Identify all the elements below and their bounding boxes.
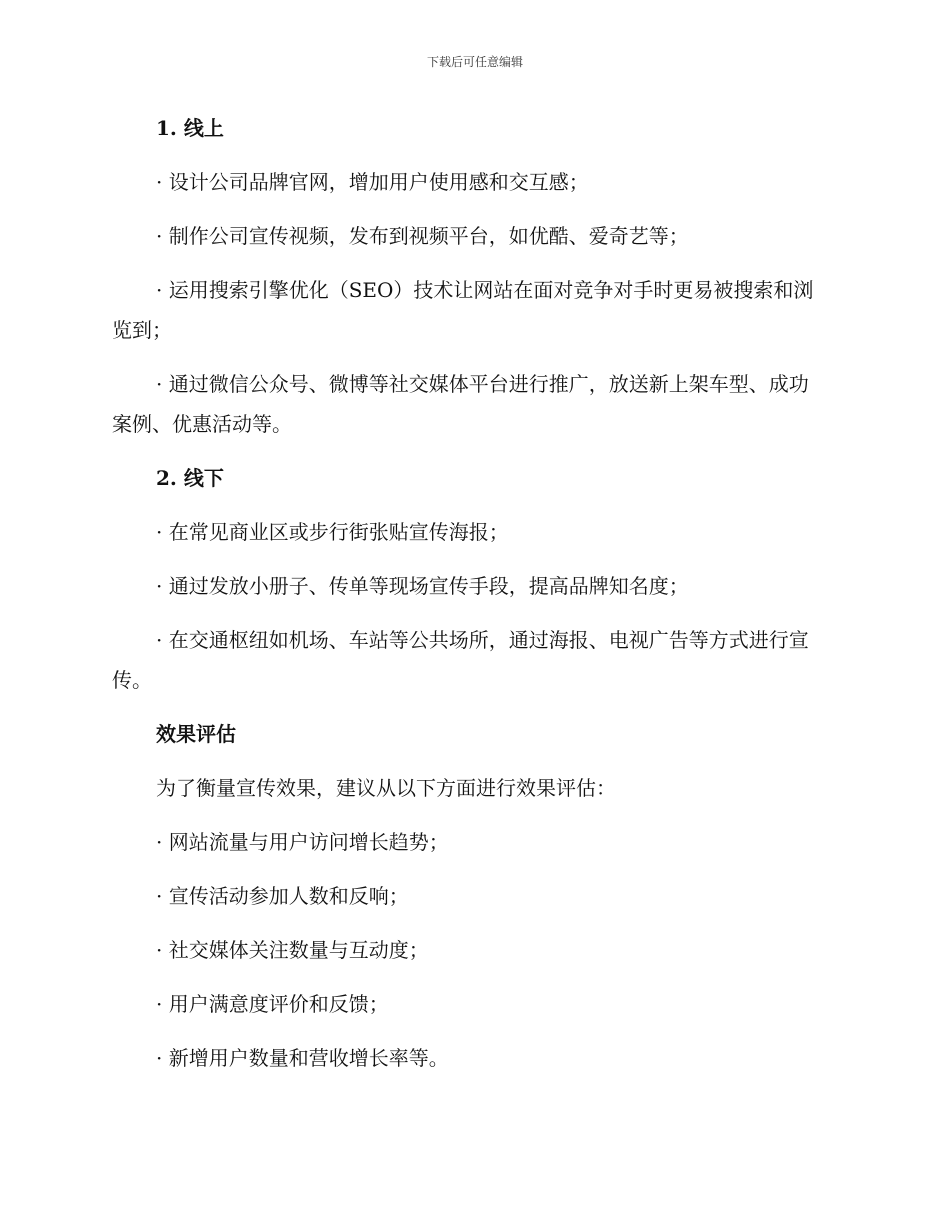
list-item: · 网站流量与用户访问增长趋势； bbox=[156, 830, 449, 854]
section-heading-offline: 2. 线下 bbox=[156, 466, 224, 490]
list-item: · 社交媒体关注数量与互动度； bbox=[156, 938, 429, 962]
list-item: · 制作公司宣传视频，发布到视频平台，如优酷、爱奇艺等； bbox=[156, 224, 689, 248]
list-item: · 运用搜索引擎优化（SEO）技术让网站在面对竞争对手时更易被搜索和浏览到； bbox=[112, 278, 814, 342]
section-heading-online: 1. 线上 bbox=[156, 116, 224, 140]
page-header: 下载后可任意编辑 bbox=[426, 55, 523, 69]
section-intro: 为了衡量宣传效果，建议从以下方面进行效果评估： bbox=[156, 776, 616, 800]
document-body bbox=[112, 108, 828, 1092]
list-item: · 在常见商业区或步行街张贴宣传海报； bbox=[156, 520, 509, 544]
section-heading-evaluation: 效果评估 bbox=[156, 722, 236, 746]
list-item: · 通过发放小册子、传单等现场宣传手段，提高品牌知名度； bbox=[156, 574, 689, 598]
list-item: · 在交通枢纽如机场、车站等公共场所，通过海报、电视广告等方式进行宣传。 bbox=[112, 628, 809, 692]
list-item: · 设计公司品牌官网，增加用户使用感和交互感； bbox=[156, 170, 589, 194]
list-item: · 宣传活动参加人数和反响； bbox=[156, 884, 409, 908]
list-item: · 用户满意度评价和反馈； bbox=[156, 992, 389, 1016]
list-item: · 通过微信公众号、微博等社交媒体平台进行推广，放送新上架车型、成功案例、优惠活动等。 bbox=[112, 372, 809, 436]
list-item: · 新增用户数量和营收增长率等。 bbox=[156, 1046, 449, 1070]
